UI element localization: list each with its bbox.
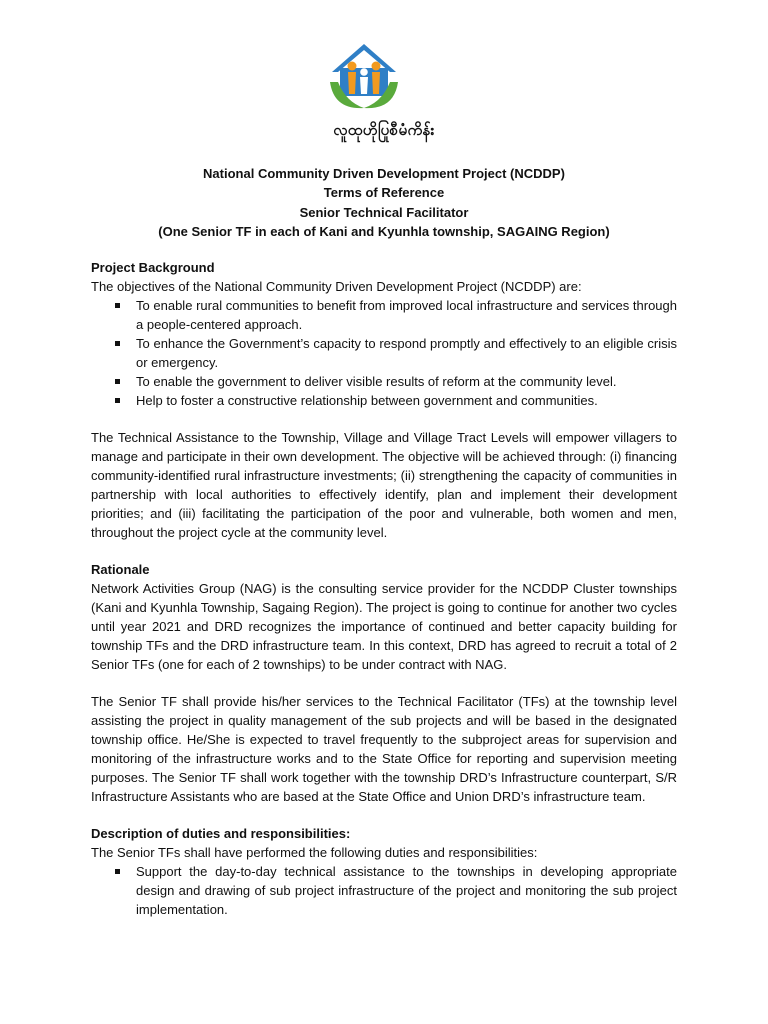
duties-list bbox=[91, 862, 677, 919]
rationale-paragraph-2: The Senior TF shall provide his/her services to the Technical Facilitator (TFs) at the township level assisting the project in quality management of the sub projects and will be based in the designated township office. He/She is expected to travel frequently to the subproject areas for supervision and monitoring of the infrastructure works and to the State Office for reporting and supervision meeting purposes. The Senior TF shall work together with the township DRD’s Infrastructure counterpart, S/R Infrastructure Assistants who are based at the State Office and Union DRD’s infrastructure team. bbox=[91, 694, 677, 804]
ncddp-logo-icon bbox=[324, 42, 404, 112]
list-item: To enhance the Government’s capacity to respond promptly and effectively to an eligible crisis or emergency. bbox=[91, 334, 677, 372]
rationale-paragraph-1: Network Activities Group (NAG) is the consulting service provider for the NCDDP Cluster townships (Kani and Kyunhla Township, Sagaing Region). The project is going to continue for another two cycles until year 2021 and DRD recognizes the importance of continued and better capacity building for township TFs and the DRD infrastructure team. In this context, DRD has agreed to recruit a total of 2 Senior TFs (one for each of 2 townships) to be under contract with NAG. bbox=[91, 581, 677, 672]
list-item: Help to foster a constructive relationship between government and communities. bbox=[91, 391, 677, 410]
background-paragraph: The Technical Assistance to the Township, Village and Village Tract Levels will empower villagers to manage and participate in their own development. The objective will be achieved through: (i) financing community-identified rural infrastructure investments; (ii) strengthening the capacity of communities in partnership with local authorities to effectively identify, plan and implement their development priorities; and (iii) facilitating the participation of the poor and vulnerable, both women and men, throughout the project cycle at the community level. bbox=[91, 430, 677, 540]
bullet-icon bbox=[115, 398, 120, 403]
title-line-tor: Terms of Reference bbox=[323, 185, 445, 201]
bullet-icon bbox=[115, 869, 120, 874]
title-line-project: National Community Driven Development Project (NCDDP) bbox=[203, 166, 565, 181]
section-heading-rationale: Rationale bbox=[91, 562, 150, 577]
document-body bbox=[91, 258, 677, 919]
section-heading-duties: Description of duties and responsibilities: bbox=[91, 826, 351, 841]
list-item: To enable rural communities to benefit from improved local infrastructure and services through a people-centered approach. bbox=[91, 296, 677, 334]
list-item: Support the day-to-day technical assistance to the townships in developing appropriate design and drawing of sub project infrastructure of the project and monitoring the sub project implementation. bbox=[91, 862, 677, 919]
list-item: To enable the government to deliver visible results of reform at the community level. bbox=[91, 372, 677, 391]
title-line-location: (One Senior TF in each of Kani and Kyunhla township, SAGAING Region) bbox=[158, 223, 610, 239]
duties-intro: The Senior TFs shall have performed the following duties and responsibilities: bbox=[91, 845, 538, 860]
section-heading-background: Project Background bbox=[91, 260, 215, 275]
document-title bbox=[0, 164, 768, 241]
bullet-icon bbox=[115, 341, 120, 346]
bullet-icon bbox=[115, 379, 120, 384]
title-line-position: Senior Technical Facilitator bbox=[299, 204, 469, 220]
background-intro: The objectives of the National Community Driven Development Project (NCDDP) are: bbox=[91, 279, 582, 294]
organization-name-burmese: လူထုဟိုပြုစီမံကိန်း bbox=[333, 121, 435, 139]
objectives-list bbox=[91, 296, 677, 410]
bullet-icon bbox=[115, 303, 120, 308]
